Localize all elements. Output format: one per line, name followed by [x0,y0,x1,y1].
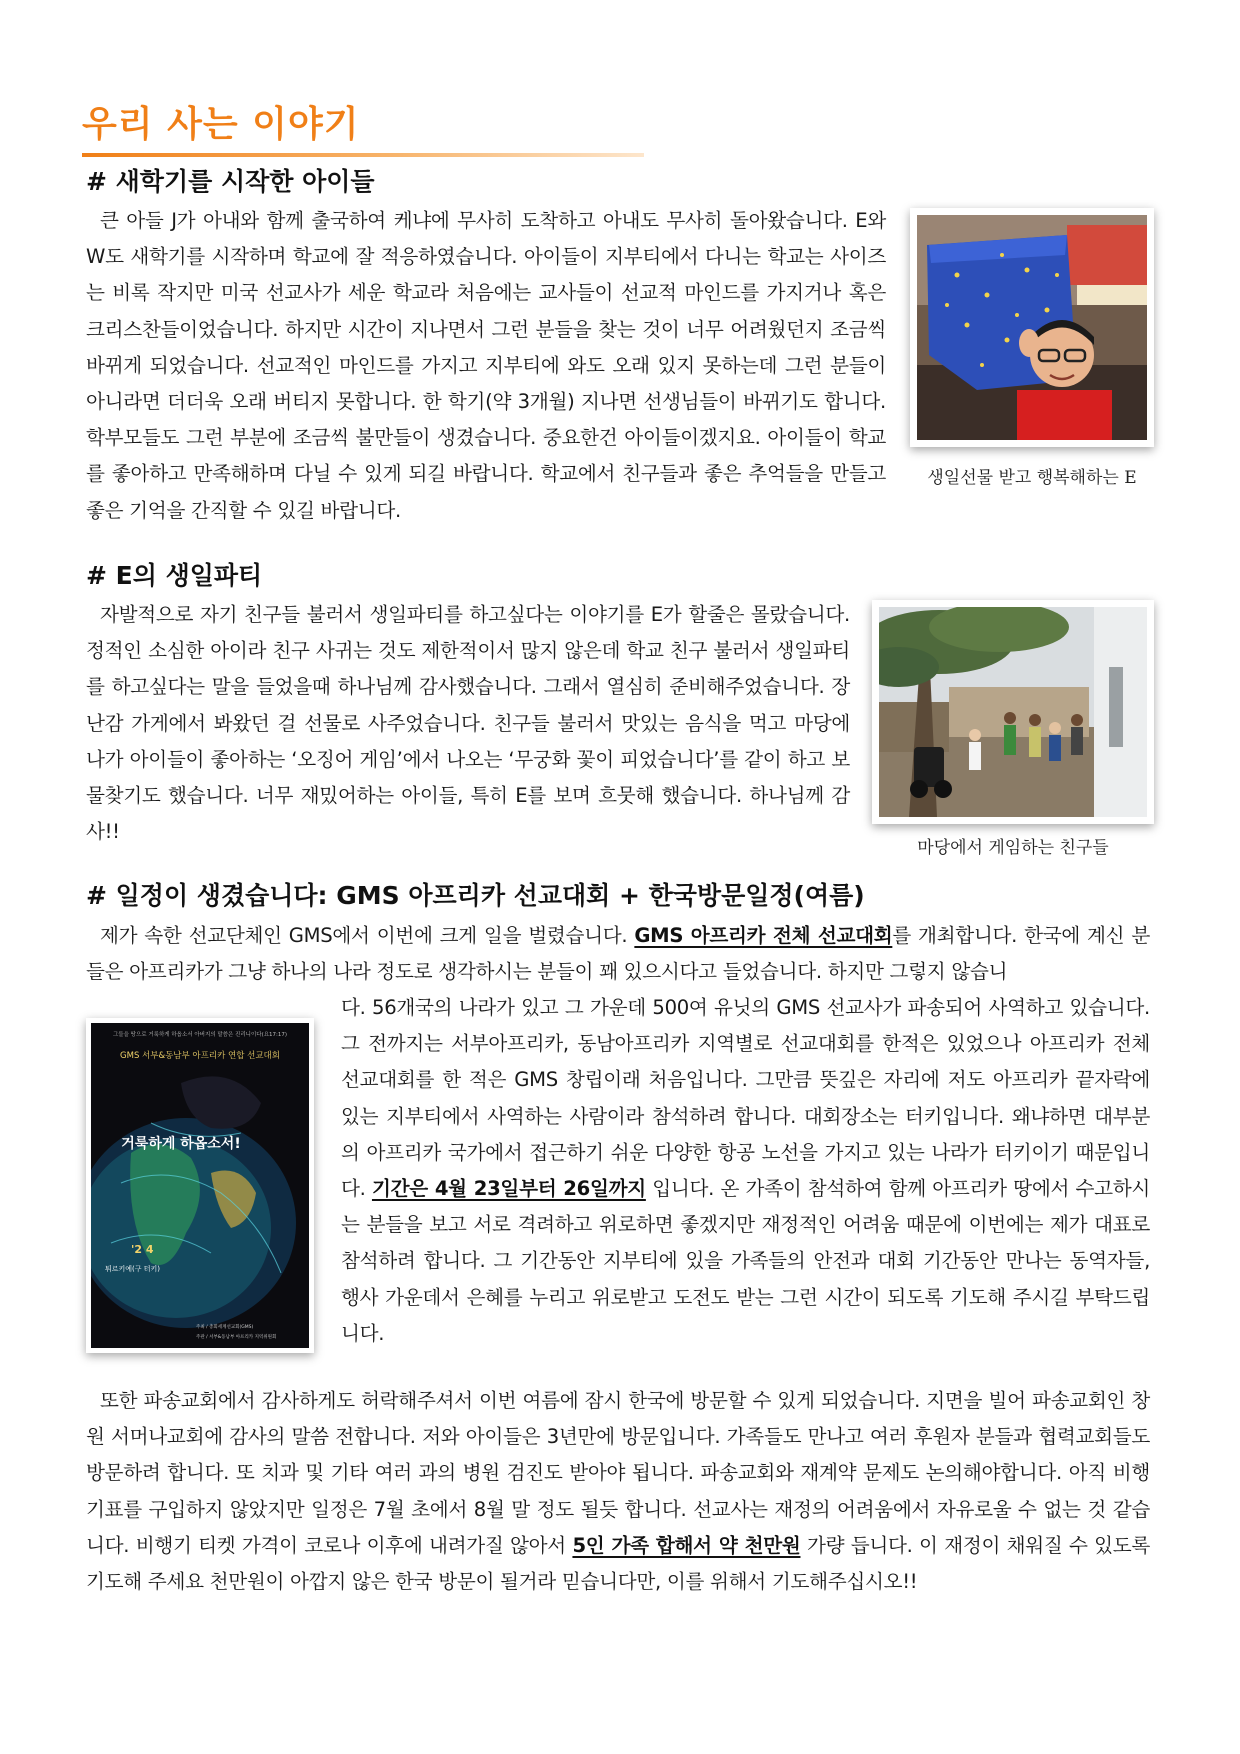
photo-yard-game [872,600,1154,824]
photo-yard-game-image [879,607,1147,817]
section-paragraph-conference-intro [86,918,1150,990]
photo-conference-poster [86,1018,314,1353]
paragraph-text: 가량 듭니다. 이 재정이 채워질 수 있도록 기도해 주세요 천만원이 아깝지 않은 한국 방문이 될거라 믿습니다만, 이를 위해서 기도해주십시오!! [86,1533,1151,1594]
highlight-dates: 기간은 4월 23일부터 26일까지 [371,1177,646,1201]
paragraph-text: 입니다. 온 가족이 참석하여 함께 아프리카 땅에서 수고하시는 분들을 보고 서로 격려하고 위로하면 좋겠지만 재정적인 어려움 때문에 이번에는 제가 대표로 참석하려 합니다. 그 기간동안 지부티에 있을 가족들의 안전과 대회 기간동안 만나는 동역자들, 행사 가운데서 은혜를 누리고 위로받고 도전도 받는 그런 시간이 되도록 기도해 주시길 부탁드립니다. [341,1177,1150,1345]
highlight-cost: 5인 가족 합해서 약 천만원 [572,1533,801,1557]
section-heading-schedule: # 일정이 생겼습니다: GMS 아프리카 선교대회 + 한국방문일정(여름) [86,881,865,910]
paragraph-text: 또한 파송교회에서 감사하게도 허락해주셔서 이번 여름에 잠시 한국에 방문할 수 있게 되었습니다. 지면을 빌어 파송교회인 창원 서머나교회에 감사의 말씀 전합니다. 저와 아이들은 3년만에 방문입니다. 가족들도 만나고 여러 후원자 분들과 협력교회들도 방문하려 합니다. 또 치과 및 기타 여러 과의 병원 검진도 받아야 됩니다. 파송교회와 재계약 문제도 논의해야합니다. 아직 비행기표를 구입하지 않았지만 일정은 7월 초에서 8월 말 정도 될듯 합니다. 선교사는 재정의 어려움에서 자유로울 수 없는 것 같습니다. 비행기 티켓 가격이 코로나 이후에 내려가질 않아서 [86,1389,1150,1557]
page-title: 우리 사는 이야기 [82,104,360,145]
title-underline [82,153,644,157]
paragraph-text: 제가 속한 선교단체인 GMS에서 이번에 크게 일을 벌렸습니다. [100,924,635,947]
section-paragraph-birthday-party: 자발적으로 자기 친구들 불러서 생일파티를 하고싶다는 이야기를 E가 할줄은 몰랐습니다. 정적인 소심한 아이라 친구 사귀는 것도 제한적이서 많지 않은데 학교 친구 불러서 생일파티를 하고싶다는 말을 들었을때 하나님께 감사했습니다. 그래서 열심히 준비해주었습니다. 장난감 가게에서 봐왔던 걸 선물로 사주었습니다. 친구들 불러서 맛있는 음식을 먹고 마당에 나가 아이들이 좋아하는 ‘오징어 게임’에서 나오는 ‘무궁화 꽃이 피었습니다’를 같이 하고 보물찾기도 했습니다. 너무 재밌어하는 아이들, 특히 E를 보며 흐뭇해 했습니다. 하나님께 감사!! [86,603,850,844]
poster-top-text: 그들을 땅으로 거룩하게 하옵소서 아버지의 말씀은 진리니이다(요17:17) [112,1032,288,1038]
photo-birthday-gift [910,208,1154,447]
poster-image [91,1023,309,1348]
section-paragraph-new-semester: 큰 아들 J가 아내와 함께 출국하여 케냐에 무사히 도착하고 아내도 무사히 돌아왔습니다. E와 W도 새학기를 시작하며 학교에 잘 적응하였습니다. 아이들이 지부티에서 다니는 학교는 사이즈는 비록 작지만 미국 선교사가 세운 학교라 처음에는 교사들이 선교적 마인드를 가지거나 혹은 크리스찬들이었습니다. 하지만 시간이 지나면서 그런 분들을 찾는 것이 너무 어려웠던지 조금씩 바뀌게 되었습니다. 선교적인 마인드를 가지고 지부티에 와도 오래 있지 못하는데 그런 분들이 아니라면 더더욱 오래 버티지 못합니다. 한 학기(약 3개월) 지나면 선생님들이 바뀌기도 합니다. 학부모들도 그런 부분에 조금씩 불만들이 생겼습니다. 중요한건 아이들이겠지요. 아이들이 학교를 좋아하고 만족해하며 다닐 수 있게 되길 바랍니다. 학교에서 친구들과 좋은 추억들을 만들고 좋은 기억을 간직할 수 있길 바랍니다. [86,209,886,522]
poster-organizer: 주관 / 서부&동남부 아프리카 지역위원회 [196,1335,277,1340]
poster-slogan: 거룩하게 하옵소서! [121,1136,241,1152]
poster-date: '2 4 [131,1243,154,1256]
photo-birthday-gift-image [917,215,1147,440]
poster-place: 튀르키예(구 터키) [105,1265,161,1273]
paragraph-text: 를 개최합니다. 한국에 계신 분들은 아프리카가 그냥 하나의 나라 정도로 생각하시는 분들이 꽤 있으시다고 들었습니다. 하지만 그렇지 않습니 [86,924,1150,984]
paragraph-text: 다. 56개국의 나라가 있고 그 가운데 500여 유닛의 GMS 선교사가 파송되어 사역하고 있습니다. 그 전까지는 서부아프리카, 동남아프리카 지역별로 선교대회를 한적은 있었으나 아프리카 전체 선교대회를 한 적은 GMS 창립이래 처음입니다. 그만큼 뜻깊은 자리에 저도 아프리카 끝자락에 있는 지부티에서 사역하는 사람이라 참석하려 합니다. 대회장소는 터키입니다. 왜냐하면 대부분의 아프리카 국가에서 접근하기 쉬운 다양한 항공 노선을 가지고 있는 나라가 터키이기 때문입니다. [341,996,1150,1201]
section-heading-birthday-party: # E의 생일파티 [86,561,263,590]
highlight-conference: GMS 아프리카 전체 선교대회 [634,924,893,947]
section-paragraph-conference-detail [341,990,1150,1352]
poster-title: GMS 서부&동남부 아프리카 연합 선교대회 [120,1051,280,1061]
poster-host: 주최 / 총회세계선교회(GMS) [196,1325,254,1330]
section-heading-new-semester: # 새학기를 시작한 아이들 [86,167,375,196]
photo-caption-birthday-gift: 생일선물 받고 행복해하는 E [927,468,1137,488]
section-paragraph-korea-visit [86,1383,1150,1600]
photo-caption-yard-game: 마당에서 게임하는 친구들 [917,838,1109,858]
